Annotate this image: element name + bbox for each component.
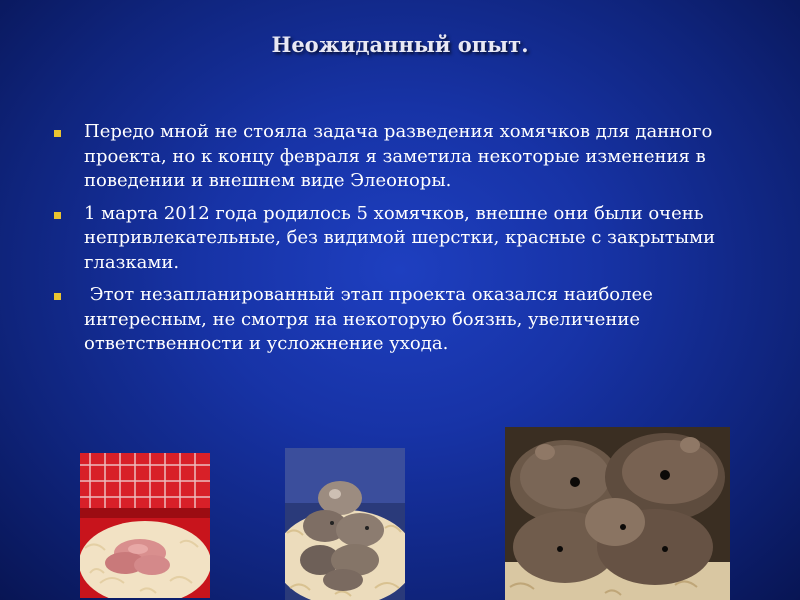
bullet-text: 1 марта 2012 года родилось 5 хомячков, внешне они были очень непривлекательные, без видимой шерстки, красные с закрытыми глазками. (84, 202, 716, 273)
bullet-text: Передо мной не стояла задача разведения хомячков для данного проекта, но к концу февраля я заметила некоторые изменения в поведении и внешнем виде Элеоноры. (84, 121, 713, 191)
bullet-marker-icon (54, 130, 61, 137)
bullet-item (52, 283, 752, 357)
bullet-list (52, 120, 752, 365)
young-hamsters-photo (285, 448, 405, 600)
bullet-marker-icon (54, 212, 61, 219)
slide-title: Неожиданный опыт. (271, 32, 529, 57)
bullet-item (52, 120, 752, 194)
hamster-litter-photo (505, 427, 730, 600)
bullet-marker-icon (54, 293, 61, 300)
bullet-text: Этот незапланированный этап проекта оказался наиболее интересным, не смотря на некоторую боязнь, увеличение ответственности и усложнение ухода. (84, 284, 659, 354)
newborn-hamsters-photo (80, 453, 210, 598)
bullet-item (52, 202, 752, 276)
